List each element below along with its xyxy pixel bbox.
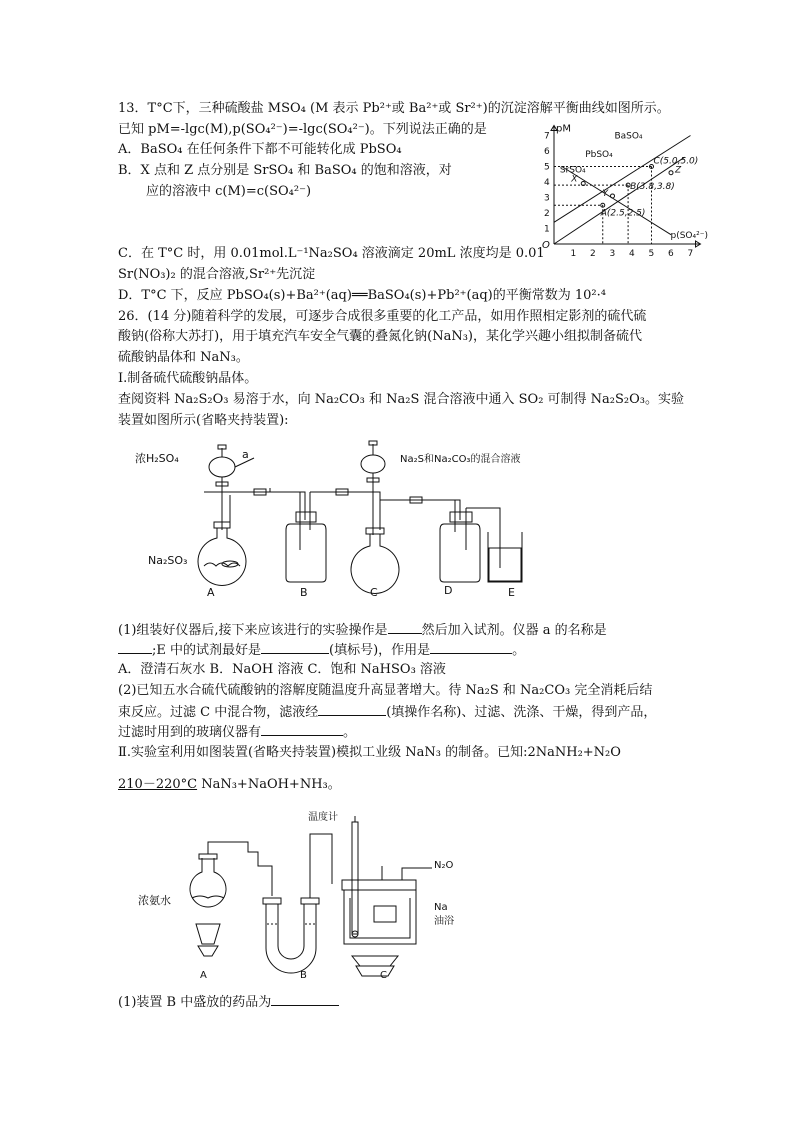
label-B: B	[300, 586, 308, 599]
u-tube-b	[263, 834, 332, 973]
origin-label: O	[542, 240, 550, 251]
flask-c	[351, 528, 399, 593]
point-label-0: C(5.0,5.0)	[653, 156, 699, 167]
q3-line: (1)装置 B 中盛放的药品为	[118, 992, 339, 1012]
reactor-c	[342, 866, 432, 976]
solubility-chart	[530, 114, 740, 259]
label-A: A	[207, 586, 215, 599]
beaker-e	[488, 532, 522, 582]
label-sodium-sulfite: Na₂SO₃	[148, 554, 188, 567]
y-tick-label: 7	[544, 131, 550, 142]
x-tick-label: 4	[629, 249, 635, 259]
flask-a	[198, 522, 246, 585]
label-E: E	[508, 586, 515, 599]
x-tick-label: 7	[687, 249, 694, 259]
point-4	[611, 194, 615, 198]
x-tick-label: 3	[609, 249, 616, 259]
q13-option-c-2: Sr(NO₃)₂ 的混合溶液,Sr²⁺先沉淀	[118, 267, 316, 282]
point-label-4: Y	[602, 188, 608, 199]
y-axis-label: pM	[556, 123, 571, 135]
answer-blank-e-purpose[interactable]	[430, 640, 512, 654]
q13-option-b-2: 应的溶液中 c(M)=c(SO₄²⁻)	[146, 184, 312, 199]
y-tick-label: 3	[544, 193, 550, 204]
q26-line3: 硫酸钠晶体和 NaN₃。	[118, 350, 249, 365]
point-label-3: X	[571, 174, 578, 185]
q1-line2: ;E 中的试剂最好是 (填标号)，作用是 。	[118, 640, 525, 660]
y-tick-label: 5	[544, 162, 550, 173]
label-C: C	[380, 970, 387, 981]
label-oil-bath: 油浴	[434, 916, 454, 927]
bottle-b	[286, 492, 326, 582]
section-1-para-2: 装置如图所示(省略夹持装置):	[118, 413, 289, 428]
series-label-2: SrSO₄	[559, 165, 586, 176]
point-label-1: B(3.8,3.8)	[630, 182, 675, 193]
apparatus-figure-1	[130, 440, 570, 610]
answer-blank-b-reagent[interactable]	[271, 992, 339, 1006]
section-2-heading: Ⅱ.实验室利用如图装置(省略夹持装置)模拟工业级 NaN₃ 的制备。已知:2NaNH₂+N₂O	[118, 745, 621, 760]
point-label-2: A(2.5,2.5)	[600, 208, 646, 219]
q13-option-a: A．BaSO₄ 在任何条件下都不可能转化成 PbSO₄	[118, 142, 402, 157]
label-B: B	[300, 970, 307, 981]
label-acid: 浓H₂SO₄	[135, 452, 179, 465]
label-sodium: Na	[434, 902, 448, 913]
q2-line1: (2)已知五水合硫代硫酸钠的溶解度随温度升高显著增大。待 Na₂S 和 Na₂CO₃ 完全消耗后结	[118, 683, 653, 698]
y-tick-label: 4	[544, 178, 550, 188]
q13-line2: 已知 pM=-lgc(M),p(SO₄²⁻)=-lgc(SO₄²⁻)。下列说法正确的是	[118, 122, 487, 137]
label-a: a	[242, 448, 249, 461]
flask-a-ammonia	[190, 842, 272, 956]
q26-line2: 酸钠(俗称大苏打)，用于填充汽车安全气囊的叠氮化钠(NaN₃)，某化学兴趣小组拟制备硫代	[118, 329, 642, 344]
y-tick-label: 6	[544, 147, 550, 157]
y-tick-label: 2	[544, 209, 550, 219]
q13-option-c-1: C．在 T°C 时，用 0.01mol.L⁻¹Na₂SO₄ 溶液滴定 20mL 浓度均是 0.01	[118, 246, 545, 261]
label-C: C	[370, 586, 378, 599]
answer-blank-operation[interactable]	[388, 620, 422, 634]
series-label-0: BaSO₄	[614, 131, 643, 142]
x-tick-label: 5	[648, 249, 655, 259]
x-tick-label: 6	[668, 249, 674, 259]
label-D: D	[444, 584, 453, 597]
q13-line1: 13．T°C下，三种硫酸盐 MSO₄ (M 表示 Pb²⁺或 Ba²⁺或 Sr²⁺)的沉淀溶解平衡曲线如图所示。	[118, 101, 670, 116]
q2-line3: 过滤时用到的玻璃仪器有 。	[118, 722, 356, 742]
answer-blank-glassware[interactable]	[261, 722, 343, 736]
x-tick-label: 2	[590, 249, 596, 259]
label-A: A	[200, 970, 207, 981]
q13-option-b-1: B．X 点和 Z 点分别是 SrSO₄ 和 BaSO₄ 的饱和溶液，对	[118, 163, 452, 178]
label-ammonia: 浓氨水	[138, 894, 171, 907]
label-n2o: N₂O	[434, 860, 454, 871]
funnel-c	[361, 441, 385, 535]
series-label-1: PbSO₄	[585, 150, 613, 161]
q1-options: A．澄清石灰水 B．NaOH 溶液 C．饱和 NaHSO₃ 溶液	[118, 662, 446, 677]
point-label-5: Z	[675, 165, 682, 176]
reaction-condition-line: 210－220°C NaN₃+NaOH+NH₃。	[118, 777, 341, 792]
x-tick-label: 1	[570, 249, 577, 259]
q26-line1: 26．(14 分)随着科学的发展，可逐步合成很多重要的化工产品，如用作照相定影剂的硫代硫	[118, 309, 647, 324]
bottle-d	[440, 500, 480, 582]
point-5	[669, 171, 673, 175]
label-thermometer: 温度计	[308, 812, 338, 823]
y-tick-label: 1	[544, 224, 550, 235]
apparatus-figure-2	[136, 806, 456, 988]
q13-option-d: D．T°C 下，反应 PbSO₄(s)+Ba²⁺(aq)══BaSO₄(s)+Pb²⁺(aq)的平衡常数为 10²·⁴	[118, 288, 606, 303]
section-1-para-1: 查阅资料 Na₂S₂O₃ 易溶于水，向 Na₂CO₃ 和 Na₂S 混合溶液中通入 SO₂ 可制得 Na₂S₂O₃。实验	[118, 392, 685, 407]
answer-blank-e-reagent[interactable]	[261, 640, 329, 654]
q2-line2: 束反应。过滤 C 中混合物，滤液经 (填操作名称)、过滤、洗涤、干燥，得到产品，	[118, 702, 656, 722]
section-1-heading: I.制备硫代硫酸钠晶体。	[118, 371, 258, 386]
answer-blank-instrument-a[interactable]	[118, 640, 152, 654]
q1-line1: (1)组装好仪器后,接下来应该进行的实验操作是 然后加入试剂。仪器 a 的名称是	[118, 620, 607, 640]
x-axis-label: p(SO₄²⁻)	[670, 231, 708, 241]
reaction-condition: 210－220°C	[118, 777, 198, 792]
label-mixture: Na₂S和Na₂CO₃的混合溶液	[400, 454, 521, 465]
answer-blank-operation-name[interactable]	[318, 702, 386, 716]
thermometer	[352, 816, 358, 937]
